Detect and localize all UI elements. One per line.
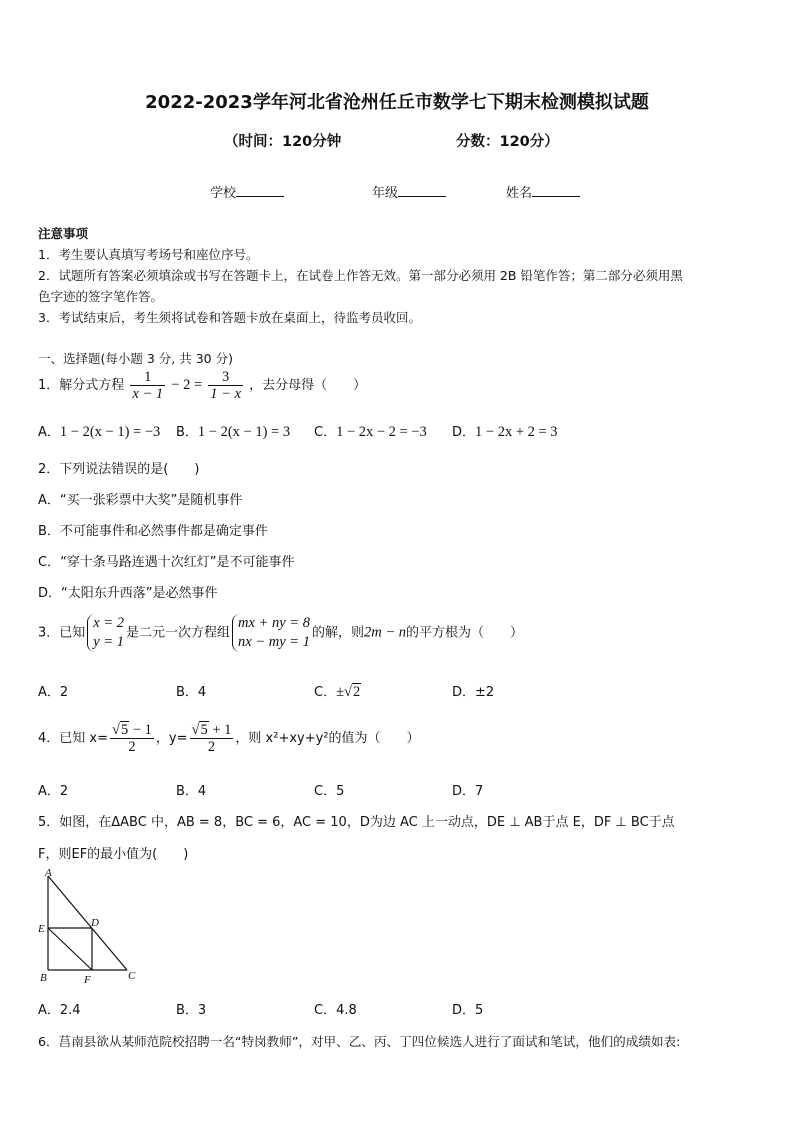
q4-option-b: B．4 (176, 784, 207, 799)
q4-suffix: ，则 x²+xy+y²的值为（ ） (235, 731, 420, 746)
q5-option-b: B．3 (176, 1003, 207, 1018)
q4-option-c: C．5 (314, 784, 345, 799)
q2-option-b: B．不可能事件和必然事件都是确定事件 (38, 524, 268, 539)
question-4-stem (38, 722, 420, 755)
q2-option-d: D．“太阳东升西落”是必然事件 (38, 586, 218, 601)
q2-option-a: A．“买一张彩票中大奖”是随机事件 (38, 493, 243, 508)
q3-suffix2: 的平方根为（ ） (405, 625, 523, 641)
label-f: F (84, 974, 91, 986)
q4-prefix: 4．已知 x= (38, 731, 108, 746)
q4-option-d: D．7 (452, 784, 484, 799)
page-title: 2022-2023学年河北省沧州任丘市数学七下期末检测模拟试题 (145, 92, 649, 113)
q5-geometry-figure (34, 868, 146, 990)
exam-score: 分数：120分） (456, 134, 559, 150)
q3-option-c: C．±√2 (314, 684, 361, 700)
q1-mid: − 2 = (171, 377, 203, 393)
q1-prefix: 1．解分式方程 (38, 378, 125, 393)
note-item: 1．考生要认真填写考场号和座位序号。 (38, 247, 259, 262)
q4-fraction-x: $\frac{√5 - 1}{2}$ (112, 722, 152, 755)
name-blank (532, 185, 580, 197)
q1-fraction-1: $\frac{1}{x - 1}$ (132, 369, 164, 402)
grade-label: 年级 (372, 186, 399, 201)
question-5-stem-line2: F，则EF的最小值为( ) (38, 847, 189, 862)
q3-expression: 2m − n (363, 624, 406, 641)
q1-suffix: ，去分母得（ ） (249, 378, 367, 393)
label-a: A (45, 868, 52, 879)
q3-system-2: mx + ny = 8 nx − my = 1 (232, 614, 310, 652)
q5-option-d: D．5 (452, 1003, 484, 1018)
q1-option-b: B．1 − 2(x − 1) = 3 (176, 424, 291, 440)
label-d: D (91, 917, 99, 929)
note-item: 3．考试结束后，考生须将试卷和答题卡放在桌面上，待监考员收回。 (38, 310, 421, 325)
question-1-stem (38, 369, 366, 402)
question-5-stem-line1: 5．如图，在ΔABC 中，AB = 8，BC = 6，AC = 10，D为边 AC 上一动点，DE ⊥ AB于点 E，DF ⊥ BC于点 (38, 815, 675, 830)
notes-heading: 注意事项 (38, 226, 89, 241)
segment-ef (48, 928, 92, 970)
q3-option-b: B．4 (176, 685, 207, 700)
q4-option-a: A．2 (38, 784, 69, 799)
q2-option-c: C．“穿十条马路连遇十次红灯”是不可能事件 (38, 555, 295, 570)
label-e: E (38, 923, 45, 935)
label-c: C (128, 970, 136, 982)
school-blank (236, 185, 284, 197)
q1-option-a: A．1 − 2(x − 1) = −3 (38, 424, 161, 440)
note-item: 色字迹的签字笔作答。 (38, 289, 164, 304)
q3-mid: 是二元一次方程组 (126, 625, 231, 641)
question-6-stem: 6．莒南县欲从某师范院校招聘一名“特岗教师”，对甲、乙、丙、丁四位候选人进行了面试和笔试，他们的成绩如表: (38, 1034, 681, 1049)
segment-ac (48, 876, 127, 970)
q4-fraction-y: $\frac{√5 + 1}{2}$ (191, 722, 232, 755)
school-field (210, 182, 284, 201)
q3-option-a: A．2 (38, 685, 69, 700)
question-2-stem: 2．下列说法错误的是( ) (38, 462, 200, 477)
grade-blank (398, 185, 446, 197)
exam-time: （时间：120分钟 (224, 134, 342, 150)
q3-system-1: x = 2 y = 1 (87, 614, 124, 652)
name-label: 姓名 (506, 186, 533, 201)
q3-option-d: D．±2 (452, 685, 495, 700)
q1-option-d: D．1 − 2x + 2 = 3 (452, 424, 558, 440)
q5-option-c: C．4.8 (314, 1003, 357, 1018)
label-b: B (40, 972, 47, 984)
q3-prefix: 3．已知 (38, 625, 86, 641)
q5-option-a: A．2.4 (38, 1003, 81, 1018)
q4-mid: ，y= (155, 731, 188, 746)
school-label: 学校 (210, 186, 237, 201)
question-3-stem (38, 614, 523, 652)
q3-suffix1: 的解，则 (311, 625, 364, 641)
grade-field (372, 182, 446, 201)
name-field (506, 182, 580, 201)
q1-fraction-2: $\frac{3}{1 - x}$ (210, 369, 242, 402)
note-item: 2．试题所有答案必须填涂或书写在答题卡上，在试卷上作答无效。第一部分必须用 2B 铅笔作答；第二部分必须用黑 (38, 268, 683, 283)
section-heading: 一、选择题(每小题 3 分, 共 30 分) (38, 351, 233, 366)
q1-option-c: C．1 − 2x − 2 = −3 (314, 424, 427, 440)
